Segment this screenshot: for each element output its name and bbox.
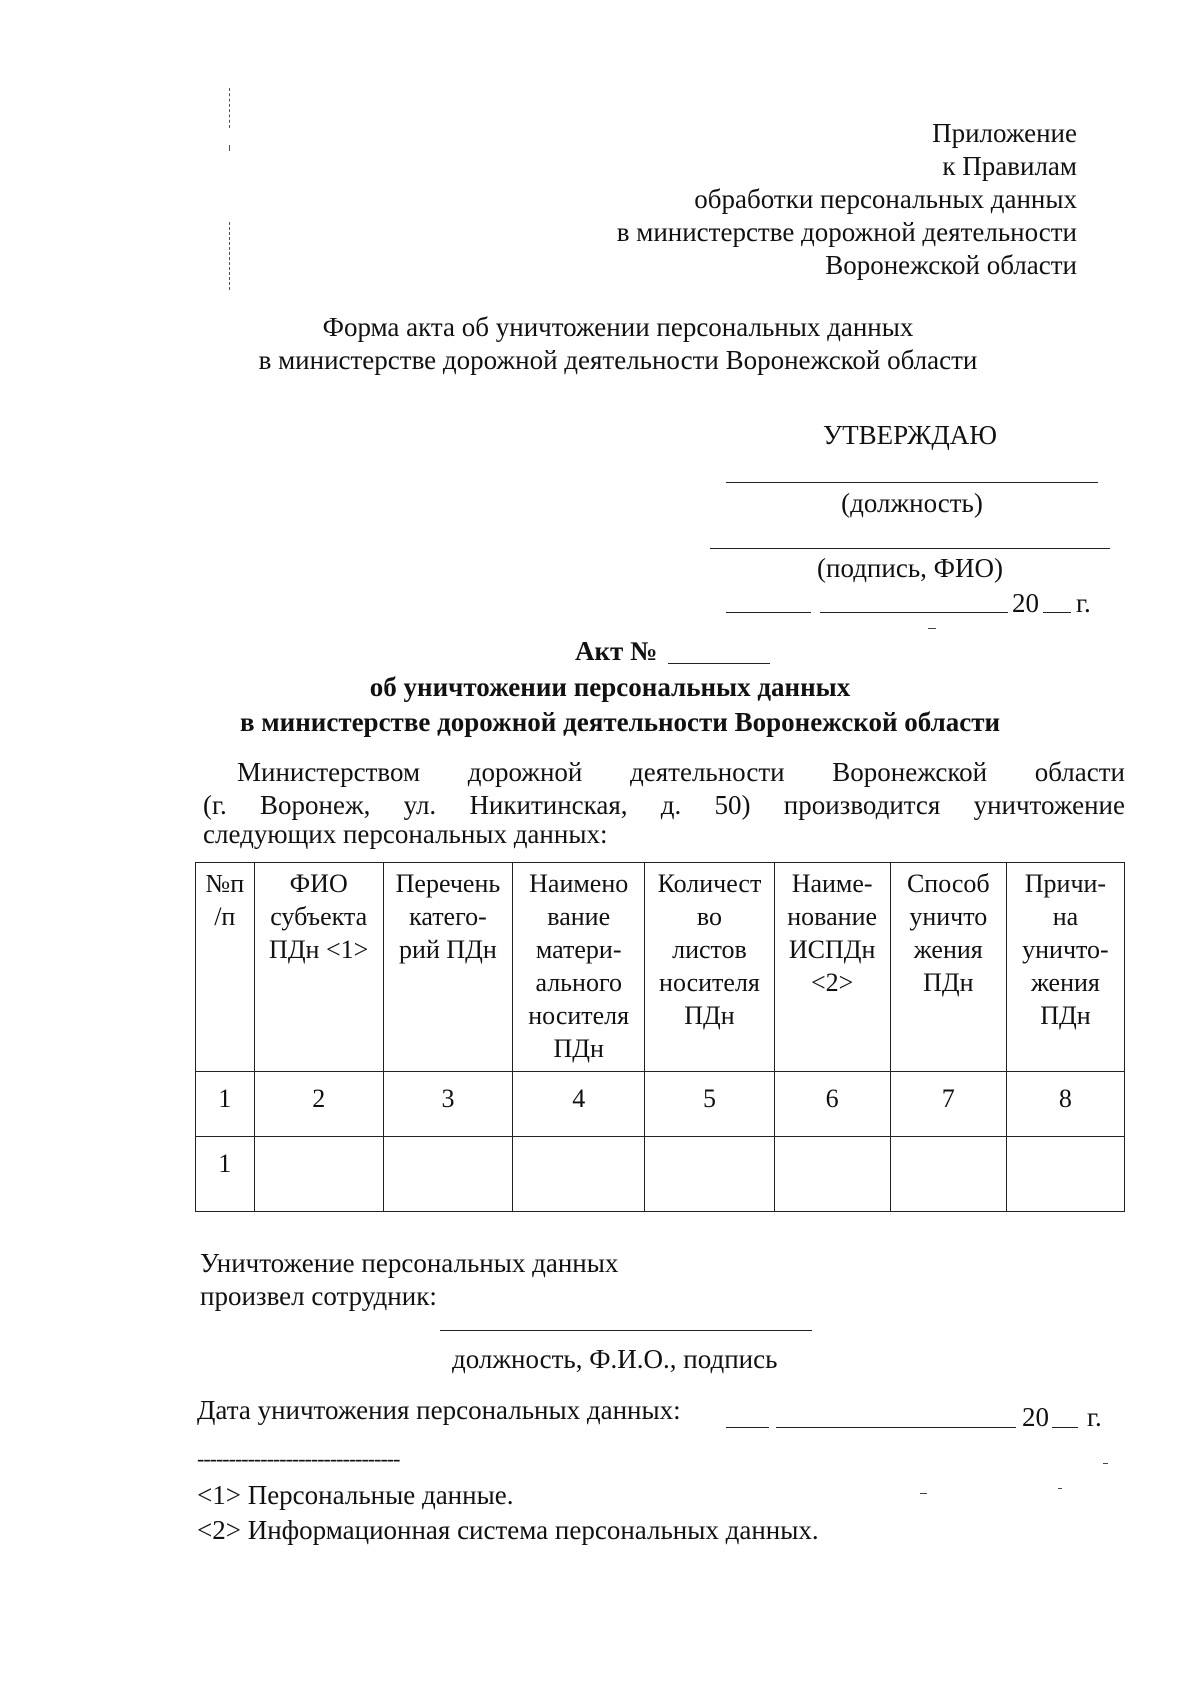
scan-speck bbox=[920, 1493, 927, 1494]
approval-date-day-line bbox=[726, 612, 811, 613]
table-cell bbox=[383, 1137, 512, 1212]
footnote-separator: -------------------------------- bbox=[197, 1446, 400, 1471]
act-title-line-2: об уничтожении персональных данных bbox=[369, 672, 851, 702]
destroyed-by-line-2: произвел сотрудник: bbox=[200, 1281, 437, 1311]
column-header-ispdn: Наиме- нование ИСПДн <2> bbox=[774, 863, 890, 1072]
column-header-number: №п /п bbox=[196, 863, 255, 1072]
appendix-line-5: Воронежской области bbox=[825, 250, 1077, 280]
scan-speck bbox=[1103, 1463, 1108, 1464]
table-row bbox=[196, 1137, 1125, 1212]
table-cell bbox=[890, 1137, 1006, 1212]
position-line bbox=[726, 482, 1098, 483]
table-cell: 4 bbox=[513, 1072, 645, 1137]
employee-signature-line bbox=[440, 1330, 812, 1331]
destruction-date-month-line bbox=[776, 1427, 1016, 1428]
form-title-line-2: в министерстве дорожной деятельности Воронежской области bbox=[258, 345, 978, 375]
position-caption: (должность) bbox=[841, 488, 983, 518]
table-numbering-row bbox=[196, 1072, 1125, 1137]
table-cell: 2 bbox=[254, 1072, 383, 1137]
destruction-year-prefix: 20 bbox=[1022, 1402, 1049, 1432]
footnote-2: <2> Информационная система персональных данных. bbox=[197, 1515, 819, 1545]
column-header-subject-name: ФИО субъекта ПДн <1> bbox=[254, 863, 383, 1072]
approval-date-month-line bbox=[820, 612, 1008, 613]
signature-caption: (подпись, ФИО) bbox=[817, 553, 1003, 583]
intro-word: 50) bbox=[714, 790, 751, 820]
act-number-line bbox=[668, 663, 770, 664]
table-cell bbox=[254, 1137, 383, 1212]
scan-margin-mark bbox=[229, 222, 230, 290]
destruction-year-line bbox=[1052, 1427, 1078, 1428]
table-cell bbox=[645, 1137, 774, 1212]
table-cell: 1 bbox=[196, 1072, 255, 1137]
destruction-date-label: Дата уничтожения персональных данных: bbox=[197, 1395, 681, 1425]
intro-word: производится bbox=[783, 790, 941, 820]
column-header-reason: Причи- на уничто- жения ПДн bbox=[1006, 863, 1124, 1072]
form-title-line-1: Форма акта об уничтожении персональных данных bbox=[322, 312, 914, 342]
destruction-year-suffix: г. bbox=[1087, 1402, 1102, 1432]
intro-line-1 bbox=[237, 756, 1125, 789]
table-cell bbox=[513, 1137, 645, 1212]
footnote-1: <1> Персональные данные. bbox=[197, 1480, 514, 1510]
column-header-method: Способ уничто жения ПДн bbox=[890, 863, 1006, 1072]
table-cell: 7 bbox=[890, 1072, 1006, 1137]
intro-word: области bbox=[1034, 757, 1125, 787]
table-cell: 1 bbox=[196, 1137, 255, 1212]
intro-word: д. bbox=[660, 790, 682, 820]
destruction-date-day-line bbox=[726, 1427, 769, 1428]
table-cell: 8 bbox=[1006, 1072, 1124, 1137]
table-header-row bbox=[196, 863, 1125, 1072]
column-header-categories: Перечень катего- рий ПДн bbox=[383, 863, 512, 1072]
intro-word: деятельности bbox=[630, 757, 785, 787]
intro-word: (г. bbox=[203, 790, 227, 820]
approval-year-prefix: 20 bbox=[1012, 588, 1039, 618]
intro-word: Воронежской bbox=[832, 757, 988, 787]
intro-word: Министерством bbox=[237, 757, 421, 787]
scan-speck bbox=[928, 628, 936, 629]
approve-heading: УТВЕРЖДАЮ bbox=[822, 420, 998, 450]
appendix-line-1: Приложение bbox=[932, 118, 1077, 148]
signature-line bbox=[710, 548, 1110, 549]
approval-year-line bbox=[1043, 612, 1071, 613]
table-cell: 3 bbox=[383, 1072, 512, 1137]
table-cell bbox=[774, 1137, 890, 1212]
destroyed-by-line-1: Уничтожение персональных данных bbox=[200, 1248, 619, 1278]
scan-margin-mark bbox=[229, 145, 230, 151]
intro-word: Воронеж, bbox=[260, 790, 371, 820]
destruction-table bbox=[195, 862, 1125, 1212]
approval-year-suffix: г. bbox=[1076, 588, 1091, 618]
appendix-line-2: к Правилам bbox=[942, 151, 1077, 181]
intro-word: ул. bbox=[403, 790, 437, 820]
table-cell: 6 bbox=[774, 1072, 890, 1137]
intro-word: дорожной bbox=[467, 757, 583, 787]
act-title: Акт № bbox=[575, 636, 658, 666]
scan-margin-mark bbox=[229, 88, 230, 128]
scan-speck bbox=[1058, 1488, 1062, 1489]
appendix-line-4: в министерстве дорожной деятельности bbox=[616, 217, 1077, 247]
intro-word: уничтожение bbox=[973, 790, 1125, 820]
column-header-sheet-count: Количест во листов носителя ПДн bbox=[645, 863, 774, 1072]
act-title-line-3: в министерстве дорожной деятельности Воронежской области bbox=[239, 707, 1001, 737]
intro-line-3: следующих персональных данных: bbox=[203, 819, 608, 849]
appendix-line-3: обработки персональных данных bbox=[694, 184, 1077, 214]
table-cell: 5 bbox=[645, 1072, 774, 1137]
column-header-medium-name: Наимено вание матери- ального носителя ПДн bbox=[513, 863, 645, 1072]
table-cell bbox=[1006, 1137, 1124, 1212]
intro-word: Никитинская, bbox=[469, 790, 628, 820]
employee-caption: должность, Ф.И.О., подпись bbox=[452, 1344, 778, 1374]
